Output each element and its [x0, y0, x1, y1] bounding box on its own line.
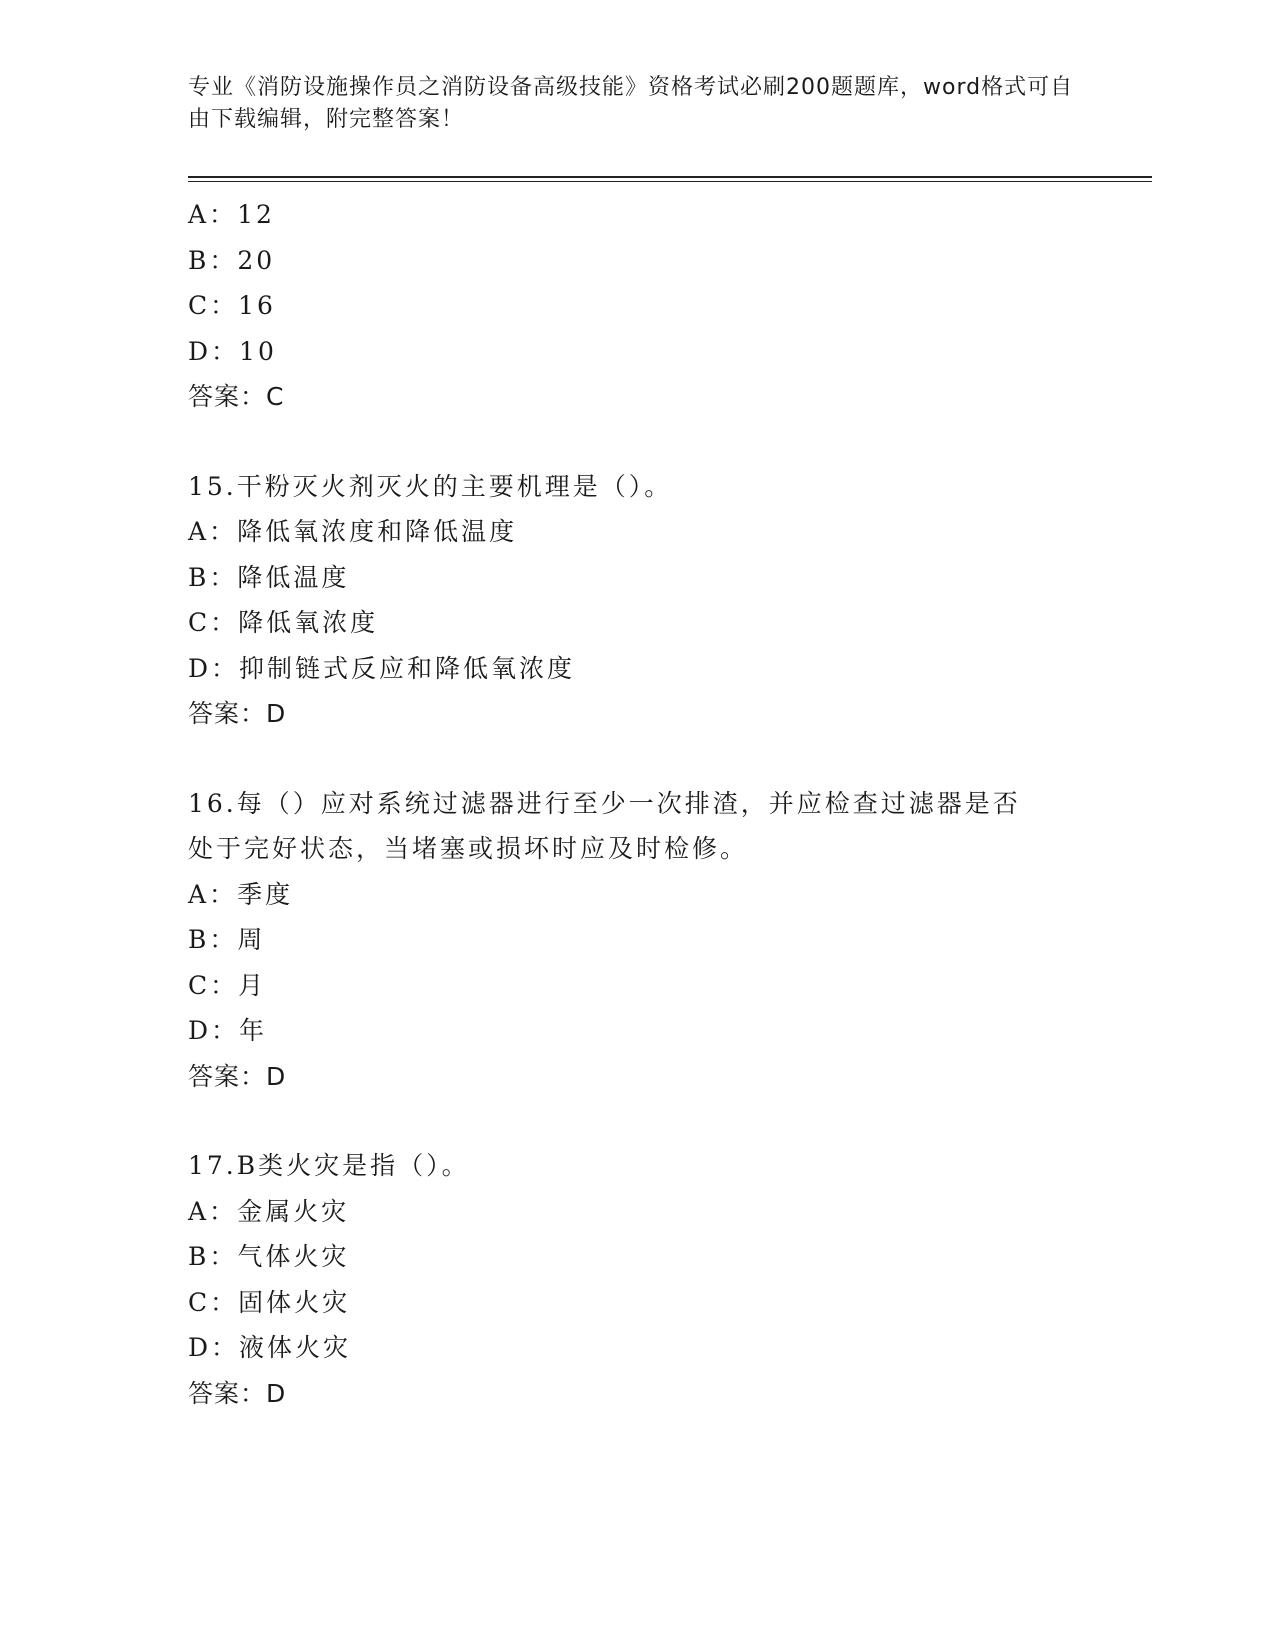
header-divider-thin — [188, 181, 1152, 182]
question-stem: 16.每（）应对系统过滤器进行至少一次排渣，并应检查过滤器是否处于完好状态，当堵塞或损坏时应及时检修。 — [188, 788, 1021, 863]
option-c: C：降低氧浓度 — [188, 608, 379, 637]
answer-line: 答案：D — [188, 1378, 287, 1408]
option-d: D：年 — [188, 1016, 268, 1045]
answer-line: 答案：D — [188, 1061, 287, 1091]
option-c: C：月 — [188, 970, 267, 1000]
header-divider-thick — [188, 176, 1152, 178]
question-block-partial — [188, 192, 1088, 420]
option-b: B：气体火灾 — [188, 1242, 350, 1271]
question-block-15 — [188, 464, 1088, 737]
question-list — [188, 192, 1088, 1416]
question-block-17 — [188, 1143, 1088, 1416]
question-block-16 — [188, 781, 1088, 1100]
option-b: B：周 — [188, 925, 266, 954]
question-stem: 15.干粉灭火剂灭火的主要机理是（）。 — [188, 471, 673, 501]
option-b: B：降低温度 — [188, 562, 350, 592]
option-d: D：抑制链式反应和降低氧浓度 — [188, 653, 576, 683]
option-d: D：10 — [188, 336, 277, 366]
option-a: A：12 — [188, 200, 275, 229]
answer-line: 答案：C — [188, 382, 285, 411]
option-b: B：20 — [188, 245, 276, 275]
option-a: A：季度 — [188, 879, 294, 909]
option-c: C：固体火灾 — [188, 1287, 351, 1317]
option-c: C：16 — [188, 291, 276, 320]
option-d: D：液体火灾 — [188, 1333, 352, 1362]
option-a: A：降低氧浓度和降低温度 — [188, 517, 518, 546]
answer-line: 答案：D — [188, 699, 287, 728]
option-a: A：金属火灾 — [188, 1196, 350, 1226]
question-stem: 17.B类火灾是指（）。 — [188, 1151, 470, 1180]
document-header: 专业《消防设施操作员之消防设备高级技能》资格考试必刷200题题库，word格式可自由下载编辑，附完整答案！ — [188, 75, 1074, 132]
